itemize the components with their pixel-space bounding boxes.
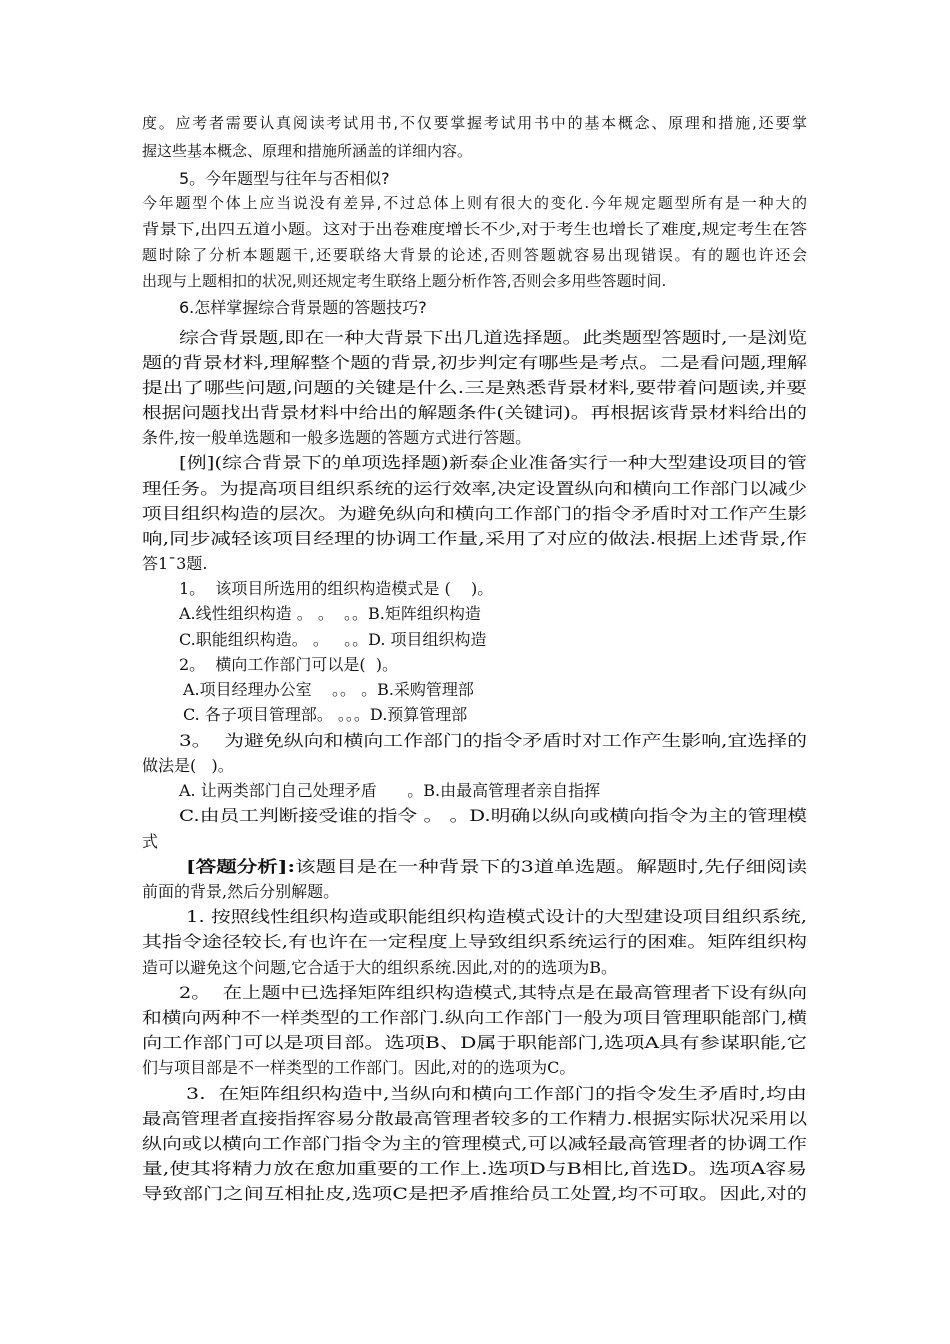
text-line: 1. 按照线性组织构造或职能组织构造模式设计的大型建设项目组织系统, [186, 907, 807, 926]
text-line: 造可以避免这个问题,它合适于大的组织系统.因此,对的的选项为B。 [142, 958, 618, 977]
text-line: A.线性组织构造 。 。 。。B.矩阵组织构造 [179, 604, 481, 623]
text-line: 3。 为避免纵向和横向工作部门的指令矛盾时对工作产生影响,宜选择的 [179, 731, 807, 750]
text-line: 背景下,出四五道小题。这对于出卷难度增长不少,对于考生也增长了难度,规定考生在答 [142, 220, 807, 238]
text-line: 根据问题找出背景材料中给出的解题条件(关键词)。再根据该背景材料给出的 [142, 403, 807, 422]
text-line: 和横向两种不一样类型的工作部门.纵向工作部门一般为项目管理职能部门,横 [142, 1008, 807, 1027]
text-line: 5。今年题型与往年与否相似? [179, 169, 390, 188]
text-line: C.由员工判断接受谁的指令 。 。D.明确以纵向或横向指令为主的管理模 [179, 806, 807, 825]
text-line: [例](综合背景下的单项选择题)新泰企业准备实行一种大型建设项目的管 [179, 453, 807, 472]
text-line: C. 各子项目管理部。 。。。D.预算管理部 [183, 705, 468, 724]
text-line: 出现与上题相扣的状况,则还规定考生联络上题分析作答,否则会多用些答题时间. [142, 272, 667, 290]
text-line: 做法是( )。 [142, 756, 234, 775]
text-line: 向工作部门可以是项目部。选项B、D属于职能部门,选项A具有参谋职能,它 [142, 1033, 807, 1052]
text-line: 们与项目部是不一样类型的工作部门。因此,对的的选项为C。 [142, 1058, 576, 1077]
text-line: 量,使其将精力放在愈加重要的工作上.选项D与B相比,首选D。选项A容易 [142, 1159, 807, 1178]
text-line: 1。 该项目所选用的组织构造模式是 ( )。 [179, 579, 494, 598]
text-line: 响,同步减轻该项目经理的协调工作量,采用了对应的做法.根据上述背景,作 [142, 529, 807, 548]
text-line: 6.怎样掌握综合背景题的答题技巧? [179, 298, 427, 317]
text-line: 2。 在上题中已选择矩阵组织构造模式,其特点是在最高管理者下设有纵向 [179, 983, 807, 1002]
text-line: 理任务。为提高项目组织系统的运行效率,决定设置纵向和横向工作部门以减少 [142, 479, 807, 498]
text-line: 题的背景材料,理解整个题的背景,初步判定有哪些是考点。二是看问题,理解 [142, 353, 807, 372]
text-line: 握这些基本概念、原理和措施所涵盖的详细内容。 [142, 142, 473, 160]
text-line: [答题分析]:该题目是在一种背景下的3道单选题。解题时,先仔细阅读 [186, 857, 807, 876]
text-line: 条件,按一般单选题和一般多选题的答题方式进行答题。 [142, 428, 532, 447]
text-line: A.项目经理办公室 。。 。B.采购管理部 [183, 680, 474, 699]
text-line: 项目组织构造的层次。为避免纵向和横向工作部门的指令矛盾时对工作产生影 [142, 504, 807, 523]
text-line: 式 [142, 832, 159, 851]
text-line: 前面的背景,然后分别解题。 [142, 882, 340, 901]
text-line: 题时除了分析本题题干,还要联络大背景的论述,否则答题就容易出现错误。有的题也许还会 [142, 246, 809, 264]
text-line: 其指令途径较长,有也许在一定程度上导致组织系统运行的困难。矩阵组织构 [142, 932, 807, 951]
text-line: A. 让两类部门自己处理矛盾 。B.由最高管理者亲自指挥 [179, 781, 601, 800]
text-line: 提出了哪些问题,问题的关键是什么.三是熟悉背景材料,要带着问题读,并要 [142, 378, 807, 397]
text-line: 今年题型个体上应当说没有差异,不过总体上则有很大的变化.今年规定题型所有是一种大的 [142, 194, 809, 212]
bold-label: [答题分析]: [186, 857, 296, 876]
text-line: 综合背景题,即在一种大背景下出几道选择题。此类题型答题时,一是浏览 [179, 328, 807, 347]
text-line: 导致部门之间互相扯皮,选项C是把矛盾推给员工处置,均不可取。因此,对的 [142, 1184, 807, 1203]
text-line: 2。 横向工作部门可以是( )。 [179, 655, 399, 674]
text-line: C.职能组织构造。 。 。。D. 项目组织构造 [179, 630, 487, 649]
text-line: 纵向或以横向工作部门指令为主的管理模式,可以减轻最高管理者的协调工作 [142, 1134, 807, 1153]
text-line: 度。应考者需要认真阅读考试用书,不仅要掌握考试用书中的基本概念、原理和措施,还要掌 [142, 114, 809, 132]
text-line: 最高管理者直接指挥容易分散最高管理者较多的工作精力.根据实际状况采用以 [142, 1109, 807, 1128]
text-line: 3. 在矩阵组织构造中,当纵向和横向工作部门的指令发生矛盾时,均由 [186, 1084, 807, 1103]
text-line: 答1¯3题. [142, 554, 208, 573]
